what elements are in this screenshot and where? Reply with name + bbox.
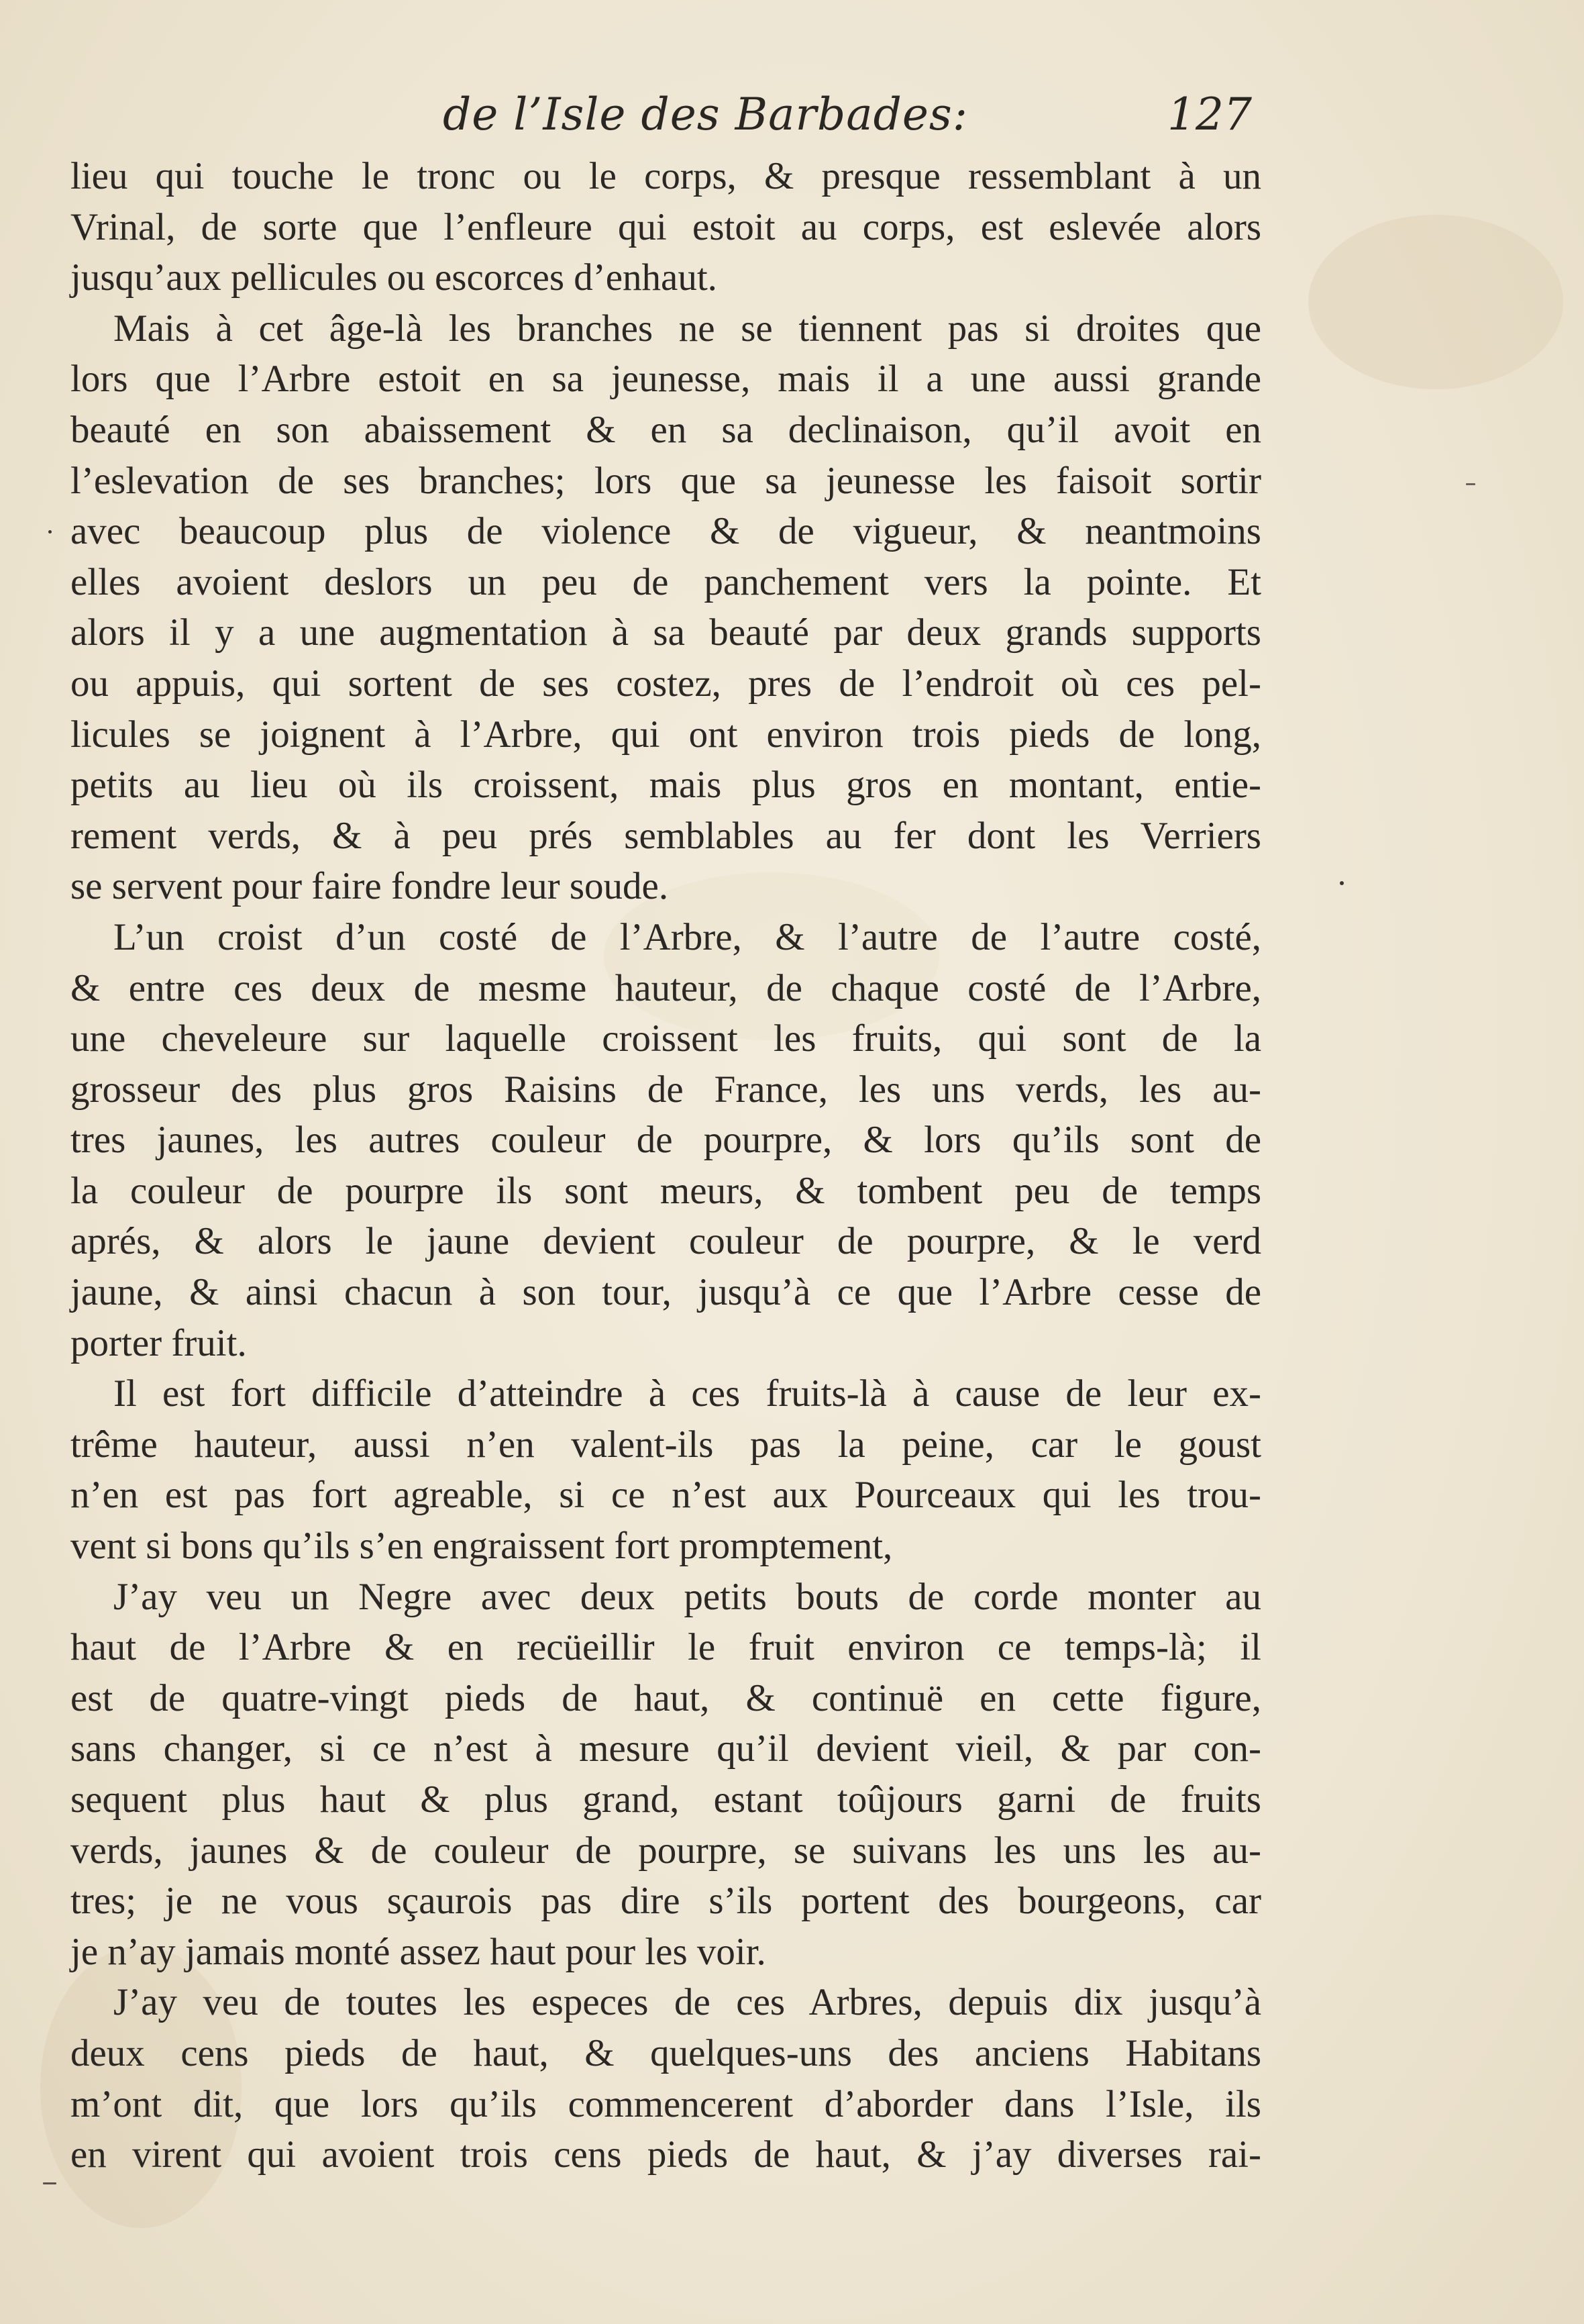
text-line: trême hauteur, aussi n’en valent-ils pas la peine, car le goust	[70, 1423, 1261, 1466]
text-line: L’un croist d’un costé de l’Arbre, & l’autre de l’autre costé,	[113, 915, 1261, 958]
text-line: beauté en son abaissement & en sa declinaison, qu’il avoit en	[70, 408, 1261, 451]
text-line: lieu qui touche le tronc ou le corps, & presque ressemblant à un	[70, 155, 1261, 197]
text-line: vent si bons qu’ils s’en engraissent fort promptement,	[70, 1525, 893, 1568]
text-line: Vrinal, de sorte que l’enfleure qui estoit au corps, est eslevée alors	[70, 205, 1261, 248]
text-line: rement verds, & à peu prés semblables au fer dont les Verriers	[70, 814, 1261, 857]
text-line: Il est fort difficile d’atteindre à ces fruits-là à cause de leur ex-	[113, 1372, 1261, 1415]
text-line: aprés, & alors le jaune devient couleur de pourpre, & le verd	[70, 1220, 1261, 1263]
text-line: haut de l’Arbre & en recüeillir le fruit environ ce temps-là; il	[70, 1626, 1261, 1669]
text-line: jaune, & ainsi chacun à son tour, jusqu’à ce que l’Arbre cesse de	[70, 1271, 1261, 1314]
text-line: la couleur de pourpre ils sont meurs, & tombent peu de temps	[70, 1169, 1261, 1212]
text-line: jusqu’aux pellicules ou escorces d’enhaut.	[70, 256, 717, 299]
text-line: J’ay veu un Negre avec deux petits bouts de corde monter au	[113, 1575, 1261, 1618]
text-line: sans changer, si ce n’est à mesure qu’il devient vieil, & par con-	[70, 1727, 1261, 1770]
running-title: de l’Isle des Barbades:	[443, 89, 969, 140]
paper-stain	[1308, 215, 1563, 389]
text-line: verds, jaunes & de couleur de pourpre, se suivans les uns les au-	[70, 1829, 1261, 1872]
ink-speck	[43, 2182, 56, 2184]
ink-speck	[48, 530, 52, 534]
text-line: alors il y a une augmentation à sa beauté par deux grands supports	[70, 611, 1261, 654]
ink-speck	[1340, 881, 1344, 885]
text-line: une cheveleure sur laquelle croissent les fruits, qui sont de la	[70, 1017, 1261, 1060]
text-line: deux cens pieds de haut, & quelques-uns des anciens Habitans	[70, 2031, 1261, 2074]
text-line: n’en est pas fort agreable, si ce n’est aux Pourceaux qui les trou-	[70, 1474, 1261, 1517]
text-line: lors que l’Arbre estoit en sa jeunesse, mais il a une aussi grande	[70, 358, 1261, 401]
text-line: tres jaunes, les autres couleur de pourpre, & lors qu’ils sont de	[70, 1119, 1261, 1162]
text-line: se servent pour faire fondre leur soude.	[70, 865, 669, 908]
text-line: licules se joignent à l’Arbre, qui ont environ trois pieds de long,	[70, 713, 1261, 756]
text-line: & entre ces deux de mesme hauteur, de chaque costé de l’Arbre,	[70, 966, 1261, 1009]
text-line: Mais à cet âge-là les branches ne se tiennent pas si droites que	[113, 307, 1261, 350]
text-line: sequent plus haut & plus grand, estant toûjours garni de fruits	[70, 1778, 1261, 1821]
text-line: J’ay veu de toutes les especes de ces Arbres, depuis dix jusqu’à	[113, 1981, 1261, 2024]
text-line: petits au lieu où ils croissent, mais plus gros en montant, entie-	[70, 764, 1261, 807]
text-line: ou appuis, qui sortent de ses costez, pres de l’endroit où ces pel-	[70, 662, 1261, 705]
text-line: avec beaucoup plus de violence & de vigueur, & neantmoins	[70, 510, 1261, 553]
page-header	[67, 79, 1275, 153]
text-line: est de quatre-vingt pieds de haut, & continuë en cette figure,	[70, 1676, 1261, 1719]
text-line: je n’ay jamais monté assez haut pour les voir.	[70, 1930, 766, 1973]
text-line: l’eslevation de ses branches; lors que sa jeunesse les faisoit sortir	[70, 459, 1261, 502]
body-text	[70, 151, 1261, 2180]
text-line: grosseur des plus gros Raisins de France, les uns verds, les au-	[70, 1068, 1261, 1111]
ink-speck	[1466, 483, 1475, 485]
text-line: elles avoient deslors un peu de panchement vers la pointe. Et	[70, 560, 1261, 603]
text-line: en virent qui avoient trois cens pieds de haut, & j’ay diverses rai-	[70, 2133, 1261, 2176]
text-line: tres; je ne vous sçaurois pas dire s’ils portent des bourgeons, car	[70, 1880, 1261, 1923]
page-number: 127	[1167, 89, 1252, 140]
text-line: porter fruit.	[70, 1321, 247, 1364]
text-line: m’ont dit, que lors qu’ils commencerent d’aborder dans l’Isle, ils	[70, 2082, 1261, 2125]
